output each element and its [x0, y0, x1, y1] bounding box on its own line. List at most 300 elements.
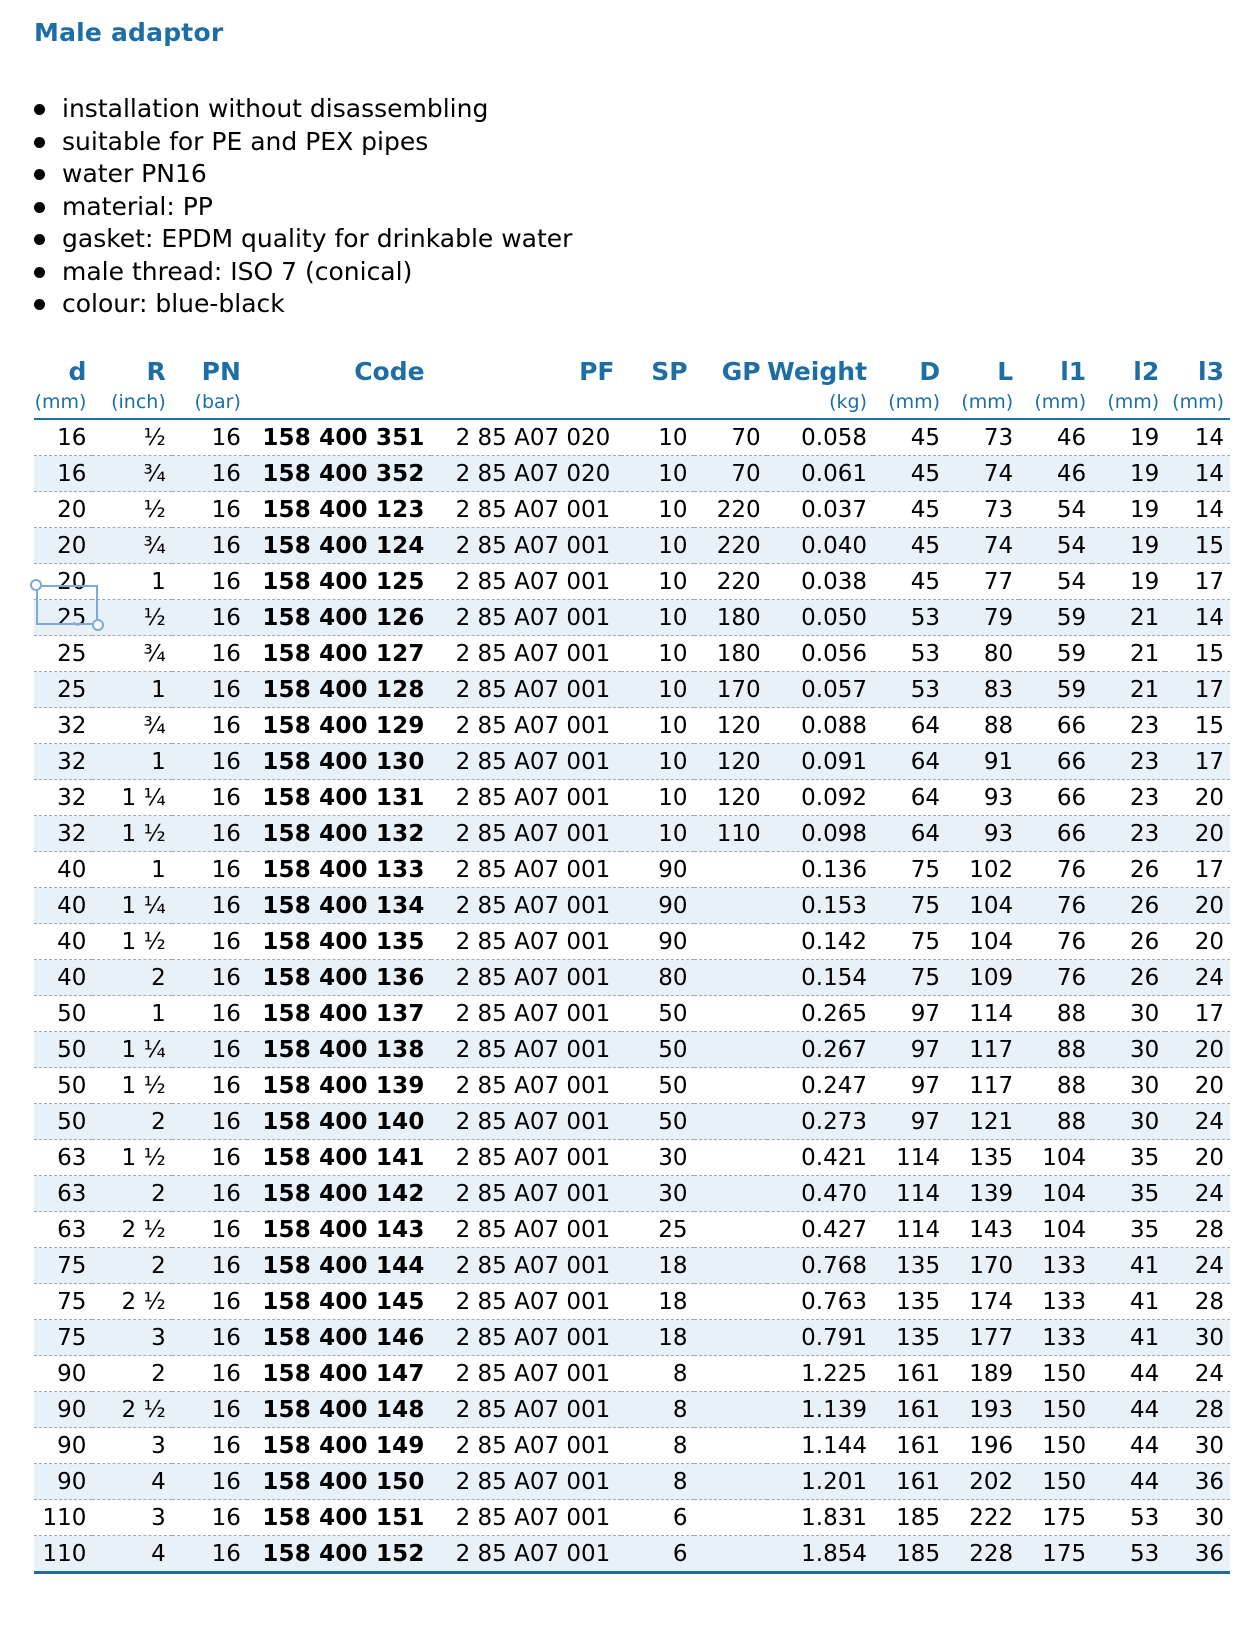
table-row	[34, 1536, 1230, 1573]
table-cell: 76	[1019, 852, 1092, 888]
column-unit: (inch)	[92, 386, 171, 419]
table-cell: 88	[1019, 1032, 1092, 1068]
table-cell: 196	[946, 1428, 1019, 1464]
table-cell: 16	[172, 1176, 247, 1212]
table-cell: 24	[1165, 1356, 1230, 1392]
table-cell: 2	[92, 1356, 171, 1392]
feature-item: water PN16	[34, 158, 572, 191]
table-cell: ½	[92, 492, 171, 528]
table-cell: 18	[621, 1248, 694, 1284]
table-cell: 16	[172, 600, 247, 636]
table-cell: 50	[621, 996, 694, 1032]
table-cell: 40	[34, 960, 92, 996]
table-cell: 1.144	[767, 1428, 873, 1464]
table-cell: 2 85 A07 020	[431, 456, 621, 492]
table-cell: 2 85 A07 001	[431, 1032, 621, 1068]
table-cell: 158 400 137	[247, 996, 431, 1032]
table-cell: 158 400 124	[247, 528, 431, 564]
table-cell: 32	[34, 816, 92, 852]
table-cell: 53	[1092, 1536, 1165, 1573]
table-row	[34, 1464, 1230, 1500]
table-cell: 16	[172, 528, 247, 564]
table-cell: 16	[172, 1356, 247, 1392]
column-unit: (kg)	[767, 386, 873, 419]
table-cell: 2 85 A07 001	[431, 816, 621, 852]
table-cell: 53	[1092, 1500, 1165, 1536]
header-row	[34, 355, 1230, 386]
table-cell: ¾	[92, 528, 171, 564]
feature-item: installation without disassembling	[34, 93, 572, 126]
table-cell: 80	[946, 636, 1019, 672]
table-cell: 50	[621, 1068, 694, 1104]
table-cell: 23	[1092, 744, 1165, 780]
table-cell: 20	[1165, 1068, 1230, 1104]
table-cell: 158 400 128	[247, 672, 431, 708]
table-cell: 20	[34, 492, 92, 528]
table-cell: 16	[172, 780, 247, 816]
table-cell: 75	[34, 1248, 92, 1284]
table-cell: 185	[873, 1536, 946, 1573]
table-row	[34, 924, 1230, 960]
table-cell: 63	[34, 1140, 92, 1176]
table-cell: 30	[1092, 1032, 1165, 1068]
table-cell: 88	[946, 708, 1019, 744]
table-cell: ½	[92, 419, 171, 456]
table-cell: 24	[1165, 1176, 1230, 1212]
table-cell: 2 ½	[92, 1392, 171, 1428]
table-cell: 135	[946, 1140, 1019, 1176]
table-cell	[694, 1140, 767, 1176]
table-cell: 36	[1165, 1464, 1230, 1500]
table-cell: 16	[34, 419, 92, 456]
column-header: d	[68, 357, 87, 386]
table-cell: 10	[621, 672, 694, 708]
table-cell: 158 400 140	[247, 1104, 431, 1140]
table-row	[34, 1284, 1230, 1320]
table-cell: 0.421	[767, 1140, 873, 1176]
table-cell: 17	[1165, 564, 1230, 600]
table-cell: 8	[621, 1428, 694, 1464]
column-unit: (mm)	[1092, 386, 1165, 419]
table-cell: 19	[1092, 419, 1165, 456]
column-unit: (mm)	[873, 386, 946, 419]
table-cell: 143	[946, 1212, 1019, 1248]
table-cell: 1 ¼	[92, 888, 171, 924]
table-cell: 2	[92, 1104, 171, 1140]
table-cell: 2 85 A07 001	[431, 1248, 621, 1284]
table-row	[34, 960, 1230, 996]
table-cell: ¾	[92, 456, 171, 492]
table-cell: 135	[873, 1320, 946, 1356]
table-cell: 97	[873, 1032, 946, 1068]
table-cell: 158 400 126	[247, 600, 431, 636]
table-cell: 19	[1092, 564, 1165, 600]
table-cell: 64	[873, 744, 946, 780]
table-cell: 75	[34, 1284, 92, 1320]
table-cell: 19	[1092, 456, 1165, 492]
table-cell: 16	[172, 564, 247, 600]
table-cell: 104	[1019, 1176, 1092, 1212]
table-cell: 158 400 125	[247, 564, 431, 600]
table-cell: 45	[873, 419, 946, 456]
table-cell: 2 85 A07 001	[431, 780, 621, 816]
table-cell: 1.854	[767, 1536, 873, 1573]
table-cell: 24	[1165, 1248, 1230, 1284]
table-cell	[694, 960, 767, 996]
table-cell: 24	[1165, 1104, 1230, 1140]
table-cell: 158 400 141	[247, 1140, 431, 1176]
table-cell: 18	[621, 1284, 694, 1320]
table-cell: 41	[1092, 1320, 1165, 1356]
table-cell: 104	[1019, 1212, 1092, 1248]
table-cell: 133	[1019, 1284, 1092, 1320]
table-cell: 158 400 136	[247, 960, 431, 996]
table-cell: 8	[621, 1356, 694, 1392]
table-row	[34, 744, 1230, 780]
table-cell: 158 400 149	[247, 1428, 431, 1464]
table-cell: 0.098	[767, 816, 873, 852]
table-cell: 26	[1092, 924, 1165, 960]
table-cell: 30	[1092, 1104, 1165, 1140]
table-cell: 73	[946, 492, 1019, 528]
table-cell: 50	[34, 996, 92, 1032]
table-cell	[694, 852, 767, 888]
table-cell: 66	[1019, 780, 1092, 816]
table-cell: 21	[1092, 636, 1165, 672]
table-cell: 40	[34, 852, 92, 888]
table-cell	[694, 1320, 767, 1356]
table-cell: 2 85 A07 001	[431, 888, 621, 924]
table-cell: 70	[694, 456, 767, 492]
table-cell: 63	[34, 1176, 92, 1212]
table-cell: 158 400 139	[247, 1068, 431, 1104]
table-cell: 104	[1019, 1140, 1092, 1176]
table-cell: 158 400 151	[247, 1500, 431, 1536]
table-cell: 59	[1019, 672, 1092, 708]
table-cell: 76	[1019, 888, 1092, 924]
table-cell: 220	[694, 564, 767, 600]
table-cell: 139	[946, 1176, 1019, 1212]
table-cell: 133	[1019, 1320, 1092, 1356]
table-cell: 189	[946, 1356, 1019, 1392]
table-cell: 3	[92, 1428, 171, 1464]
table-cell: 44	[1092, 1428, 1165, 1464]
table-cell: 90	[34, 1428, 92, 1464]
table-cell: 32	[34, 708, 92, 744]
table-cell: 19	[1092, 528, 1165, 564]
table-cell: 79	[946, 600, 1019, 636]
table-cell: 2 85 A07 001	[431, 996, 621, 1032]
table-cell: 135	[873, 1248, 946, 1284]
table-cell: 2 85 A07 001	[431, 1500, 621, 1536]
table-cell: 28	[1165, 1284, 1230, 1320]
cell-selection-box[interactable]	[36, 585, 98, 625]
table-cell: 24	[1165, 960, 1230, 996]
table-cell: 2 85 A07 001	[431, 1104, 621, 1140]
table-cell: 170	[946, 1248, 1019, 1284]
resize-handle-bottom-right[interactable]	[92, 619, 104, 631]
table-cell: 23	[1092, 708, 1165, 744]
table-cell: 16	[172, 1212, 247, 1248]
table-cell: 10	[621, 708, 694, 744]
table-cell: 1	[92, 996, 171, 1032]
table-row	[34, 636, 1230, 672]
column-unit: (bar)	[172, 386, 247, 419]
table-cell: 20	[1165, 888, 1230, 924]
table-cell: 2 85 A07 001	[431, 1428, 621, 1464]
table-cell: 26	[1092, 852, 1165, 888]
table-cell: 91	[946, 744, 1019, 780]
table-cell: 35	[1092, 1140, 1165, 1176]
table-cell: 117	[946, 1032, 1019, 1068]
table-cell: 50	[34, 1104, 92, 1140]
table-cell: 114	[873, 1212, 946, 1248]
feature-list	[34, 93, 572, 321]
table-cell: 1 ½	[92, 924, 171, 960]
table-cell: 53	[873, 636, 946, 672]
table-cell: 161	[873, 1356, 946, 1392]
table-cell: 32	[34, 780, 92, 816]
table-cell: 20	[34, 528, 92, 564]
table-cell: 23	[1092, 780, 1165, 816]
table-cell: 0.154	[767, 960, 873, 996]
table-cell: 90	[621, 924, 694, 960]
table-cell: 74	[946, 528, 1019, 564]
table-cell: 220	[694, 528, 767, 564]
table-cell: 150	[1019, 1392, 1092, 1428]
table-cell: 6	[621, 1536, 694, 1573]
table-cell: 75	[873, 924, 946, 960]
table-cell: 158 400 352	[247, 456, 431, 492]
table-cell: 63	[34, 1212, 92, 1248]
table-cell: 46	[1019, 456, 1092, 492]
table-cell: 93	[946, 780, 1019, 816]
table-cell: 0.092	[767, 780, 873, 816]
table-cell: 16	[172, 960, 247, 996]
table-row	[34, 1320, 1230, 1356]
table-cell: 158 400 131	[247, 780, 431, 816]
table-cell: 2	[92, 1176, 171, 1212]
table-cell: 0.136	[767, 852, 873, 888]
table-cell: 8	[621, 1464, 694, 1500]
table-cell: 228	[946, 1536, 1019, 1573]
table-cell: 16	[172, 744, 247, 780]
table-cell: 158 400 127	[247, 636, 431, 672]
table-cell: 158 400 123	[247, 492, 431, 528]
table-cell: 53	[873, 672, 946, 708]
table-cell: 16	[172, 1248, 247, 1284]
table-cell: 16	[172, 1068, 247, 1104]
table-cell: 76	[1019, 960, 1092, 996]
table-cell: 2 85 A07 001	[431, 600, 621, 636]
table-cell: 54	[1019, 492, 1092, 528]
table-cell: 14	[1165, 419, 1230, 456]
table-cell: 25	[34, 672, 92, 708]
table-cell: 10	[621, 564, 694, 600]
table-cell: 2 85 A07 001	[431, 636, 621, 672]
table-cell: 135	[873, 1284, 946, 1320]
table-cell: 0.153	[767, 888, 873, 924]
table-cell: 45	[873, 456, 946, 492]
table-cell: 2 85 A07 020	[431, 419, 621, 456]
table-cell: 180	[694, 600, 767, 636]
table-cell: 8	[621, 1392, 694, 1428]
table-cell: 90	[621, 852, 694, 888]
spec-table-body	[34, 419, 1230, 1573]
table-cell: 110	[694, 816, 767, 852]
table-cell: 4	[92, 1464, 171, 1500]
column-header: R	[146, 357, 166, 386]
table-row	[34, 780, 1230, 816]
table-cell	[694, 1356, 767, 1392]
table-cell: 1.201	[767, 1464, 873, 1500]
table-cell: 15	[1165, 708, 1230, 744]
table-cell: 26	[1092, 960, 1165, 996]
table-cell: 2 85 A07 001	[431, 744, 621, 780]
table-cell: 16	[172, 1140, 247, 1176]
table-cell: 44	[1092, 1356, 1165, 1392]
table-cell: 40	[34, 924, 92, 960]
table-cell: 0.265	[767, 996, 873, 1032]
table-row	[34, 492, 1230, 528]
table-cell: 0.038	[767, 564, 873, 600]
table-cell: 114	[873, 1140, 946, 1176]
table-cell: 17	[1165, 744, 1230, 780]
table-cell: 1 ½	[92, 1068, 171, 1104]
table-cell: 6	[621, 1500, 694, 1536]
table-cell: 2 85 A07 001	[431, 852, 621, 888]
table-cell: 66	[1019, 744, 1092, 780]
table-cell: 1	[92, 852, 171, 888]
table-cell: 25	[34, 600, 92, 636]
table-row	[34, 1176, 1230, 1212]
table-cell: 0.040	[767, 528, 873, 564]
table-cell: 17	[1165, 672, 1230, 708]
table-row	[34, 1068, 1230, 1104]
table-row	[34, 1392, 1230, 1428]
table-cell: 2 ½	[92, 1284, 171, 1320]
column-header: Code	[354, 357, 425, 386]
table-cell: 161	[873, 1464, 946, 1500]
table-cell: 76	[1019, 924, 1092, 960]
table-cell	[694, 1032, 767, 1068]
table-cell: 40	[34, 888, 92, 924]
table-cell: 25	[621, 1212, 694, 1248]
table-cell: 158 400 144	[247, 1248, 431, 1284]
table-cell: 30	[1165, 1500, 1230, 1536]
table-cell: 0.050	[767, 600, 873, 636]
table-cell: 16	[172, 1032, 247, 1068]
table-cell: 10	[621, 528, 694, 564]
table-cell	[694, 1248, 767, 1284]
table-cell: 16	[172, 1392, 247, 1428]
table-cell: 16	[172, 419, 247, 456]
table-cell: 161	[873, 1392, 946, 1428]
table-cell: 10	[621, 456, 694, 492]
table-row	[34, 419, 1230, 456]
table-cell: 10	[621, 600, 694, 636]
table-cell: 114	[946, 996, 1019, 1032]
table-cell: 88	[1019, 1068, 1092, 1104]
table-cell: 2	[92, 1248, 171, 1284]
table-cell: 16	[172, 636, 247, 672]
table-row	[34, 888, 1230, 924]
table-cell: 20	[1165, 1032, 1230, 1068]
table-cell: 102	[946, 852, 1019, 888]
table-cell: 41	[1092, 1284, 1165, 1320]
table-cell: 16	[172, 1428, 247, 1464]
table-cell: 202	[946, 1464, 1019, 1500]
table-cell: 88	[1019, 996, 1092, 1032]
table-cell: 10	[621, 636, 694, 672]
table-cell: 90	[621, 888, 694, 924]
table-cell: 36	[1165, 1536, 1230, 1573]
table-row	[34, 1212, 1230, 1248]
table-cell: 158 400 132	[247, 816, 431, 852]
table-cell: 16	[172, 888, 247, 924]
table-cell: 158 400 142	[247, 1176, 431, 1212]
table-cell: 21	[1092, 600, 1165, 636]
column-header: l3	[1198, 357, 1224, 386]
table-cell: 10	[621, 744, 694, 780]
table-cell: 64	[873, 708, 946, 744]
table-cell: 23	[1092, 816, 1165, 852]
table-cell: 158 400 146	[247, 1320, 431, 1356]
table-cell: 75	[34, 1320, 92, 1356]
table-cell: 1.831	[767, 1500, 873, 1536]
table-cell: 14	[1165, 600, 1230, 636]
table-cell: 174	[946, 1284, 1019, 1320]
table-cell: 2 85 A07 001	[431, 1176, 621, 1212]
table-cell: 110	[34, 1500, 92, 1536]
table-cell: 90	[34, 1392, 92, 1428]
table-cell: 16	[172, 1284, 247, 1320]
table-cell: 2 ½	[92, 1212, 171, 1248]
table-cell: 0.427	[767, 1212, 873, 1248]
column-unit: (mm)	[946, 386, 1019, 419]
table-cell: 1	[92, 672, 171, 708]
table-cell: 45	[873, 492, 946, 528]
table-cell: 90	[34, 1356, 92, 1392]
table-cell: 59	[1019, 636, 1092, 672]
table-cell: 97	[873, 1068, 946, 1104]
table-cell: 158 400 135	[247, 924, 431, 960]
table-row	[34, 1104, 1230, 1140]
table-cell: 17	[1165, 996, 1230, 1032]
table-cell	[694, 1104, 767, 1140]
table-cell: 17	[1165, 852, 1230, 888]
table-cell: 158 400 133	[247, 852, 431, 888]
table-cell: 133	[1019, 1248, 1092, 1284]
table-cell: 2 85 A07 001	[431, 924, 621, 960]
table-cell: 25	[34, 636, 92, 672]
column-unit	[621, 386, 694, 419]
table-cell: 0.142	[767, 924, 873, 960]
table-cell	[694, 996, 767, 1032]
table-row	[34, 1500, 1230, 1536]
table-cell: 104	[946, 924, 1019, 960]
table-cell: 1 ¼	[92, 780, 171, 816]
table-cell: 0.057	[767, 672, 873, 708]
resize-handle-top-left[interactable]	[30, 579, 42, 591]
table-cell: 16	[172, 1536, 247, 1573]
table-cell	[694, 1068, 767, 1104]
table-cell: 30	[1165, 1428, 1230, 1464]
table-cell	[694, 1176, 767, 1212]
table-cell: 0.273	[767, 1104, 873, 1140]
table-cell: ½	[92, 600, 171, 636]
table-row	[34, 1248, 1230, 1284]
